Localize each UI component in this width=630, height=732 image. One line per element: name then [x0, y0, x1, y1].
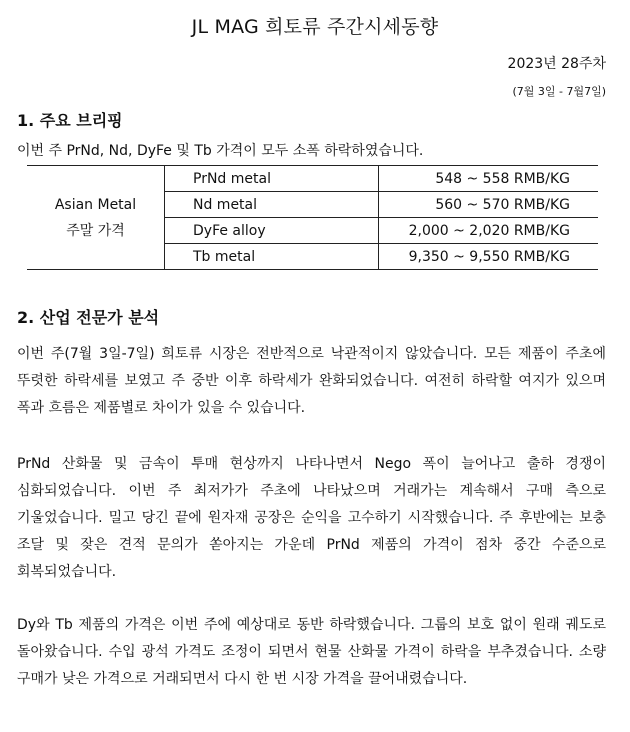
product-name: Nd metal — [165, 192, 379, 218]
date-range: (7월 3일 - 7월7일) — [512, 85, 606, 98]
price-value: 548 ~ 558 RMB/KG — [379, 166, 599, 192]
product-name: Tb metal — [165, 244, 379, 270]
group-label-line2: 주말 가격 — [66, 222, 125, 239]
analysis-paragraph-3: Dy와 Tb 제품의 가격은 이번 주에 예상대로 동반 하락했습니다. 그룹의 보호 없이 원래 궤도로 돌아왔습니다. 수입 광석 가격도 조정이 되면서 현물 산화물 가격이 하락을 부추겼습니다. 소량 구매가 낮은 가격으로 거래되면서 다시 한 번 시장 가격을 끌어내렸습니다. — [17, 617, 606, 687]
section1-summary: 이번 주 PrNd, Nd, DyFe 및 Tb 가격이 모두 소폭 하락하였습니다. — [17, 143, 424, 159]
analysis-paragraph-2: PrNd 산화물 및 금속이 투매 현상까지 나타나면서 Nego 폭이 늘어나고 출하 경쟁이 심화되었습니다. 이번 주 최저가가 주초에 나타났으며 거래가는 계속해서 구매 측으로 기울었습니다. 밀고 당긴 끝에 원자재 공장은 순익을 고수하기 시작했습니다. 주 후반에는 보충 조달 및 잦은 견적 문의가 쏟아지는 가운데 PrNd 제품의 가격이 점차 중간 수준으로 회복되었습니다. — [17, 456, 606, 580]
table-row — [27, 166, 598, 192]
group-label-line1: Asian Metal — [54, 196, 137, 213]
analysis-paragraph-1: 이번 주(7월 3일-7일) 희토류 시장은 전반적으로 낙관적이지 않았습니다. 모든 제품이 주초에 뚜렷한 하락세를 보였고 주 중반 이후 하락세가 완화되었습니다. 여전히 하락할 여지가 있으며 폭과 흐름은 제품별로 차이가 있을 수 있습니다. — [17, 346, 606, 416]
product-name: DyFe alloy — [165, 218, 379, 244]
group-label — [27, 166, 165, 270]
document-title: JL MAG 희토류 주간시세동향 — [191, 16, 439, 38]
price-value: 560 ~ 570 RMB/KG — [379, 192, 599, 218]
section2-heading: 2. 산업 전문가 분석 — [17, 308, 160, 327]
price-value: 9,350 ~ 9,550 RMB/KG — [379, 244, 599, 270]
section1-heading: 1. 주요 브리핑 — [17, 111, 123, 130]
product-name: PrNd metal — [165, 166, 379, 192]
price-value: 2,000 ~ 2,020 RMB/KG — [379, 218, 599, 244]
price-table — [27, 165, 598, 270]
week-label: 2023년 28주차 — [507, 56, 606, 72]
